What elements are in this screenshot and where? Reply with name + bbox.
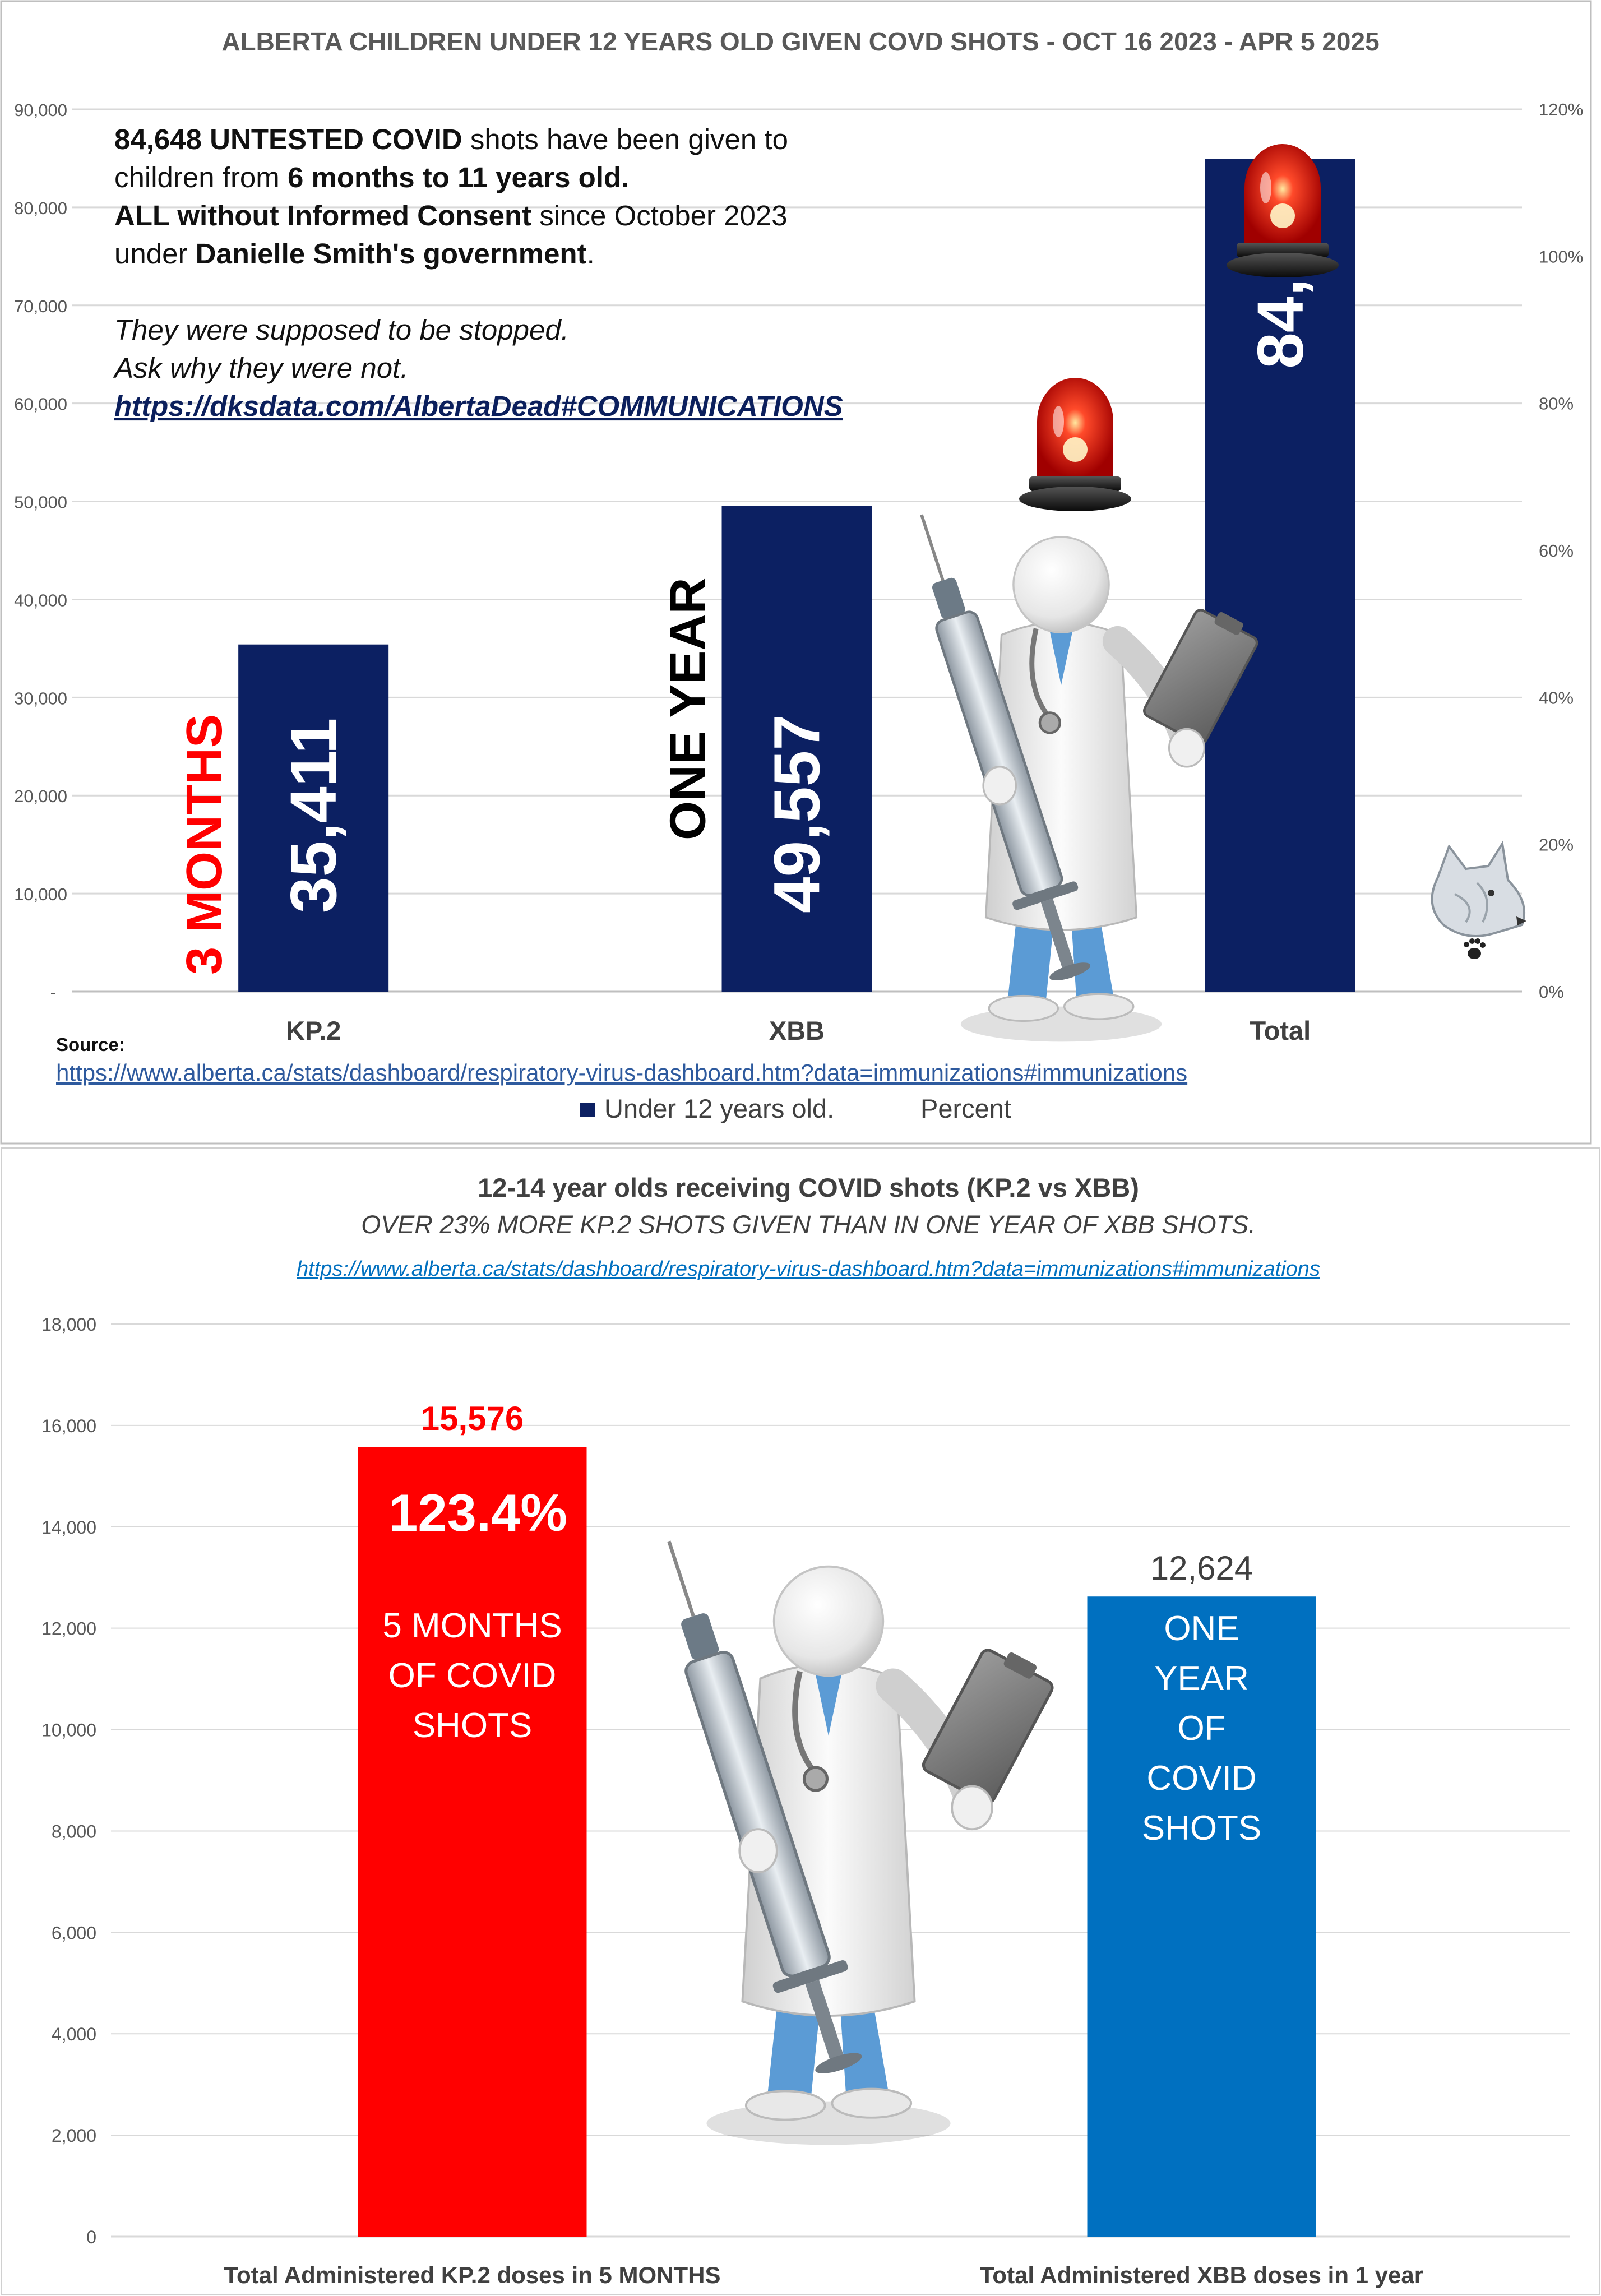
bar-value-label: 49,557 [760, 714, 834, 913]
y-tick-label: 4,000 [51, 2024, 96, 2045]
annotation-text-segment: They were supposed to be stopped. [114, 314, 569, 346]
y2-tick-label: 20% [1539, 835, 1574, 855]
y-tick-label: 10,000 [41, 1720, 96, 1740]
bar-inner-text: ONE [1164, 1609, 1239, 1649]
annotation-text-segment: 84,648 UNTESTED COVID [114, 123, 462, 155]
x-tick-label: Total [1250, 1016, 1311, 1045]
annotation-text-segment: . [586, 238, 595, 270]
bar-value-label: 15,576 [420, 1400, 524, 1438]
y2-tick-label: 0% [1539, 982, 1564, 1002]
bar-value-label: 35,411 [277, 718, 350, 913]
bar-annotation: ONE YEAR [660, 577, 716, 840]
y-tick-label: 80,000 [14, 198, 67, 218]
y-tick-label: 2,000 [51, 2126, 96, 2146]
y-tick-label: 10,000 [14, 885, 67, 905]
y-tick-label: 8,000 [51, 1821, 96, 1842]
y2-tick-label: 100% [1539, 247, 1584, 267]
bar-inner-text: COVID [1146, 1759, 1257, 1798]
bar-inner-text: OF COVID [388, 1656, 557, 1696]
y-tick-label: 70,000 [14, 296, 67, 316]
bar-inner-text: SHOTS [1141, 1809, 1262, 1848]
bar-inner-text: SHOTS [412, 1706, 533, 1746]
y-tick-label: 90,000 [14, 100, 67, 120]
y2-tick-label: 80% [1539, 394, 1574, 414]
annotation-text-segment: Ask why they were not. [114, 352, 409, 384]
annotation-text-segment: ALL without Informed Consent [114, 200, 532, 232]
bottom-chart-title: 12-14 year olds receiving COVID shots (KP.2 vs XBB) [478, 1173, 1139, 1202]
y-tick-label: 50,000 [14, 492, 67, 512]
bottom-source-link[interactable]: https://www.alberta.ca/stats/dashboard/respiratory-virus-dashboard.htm?data=immunizations#immunizations [297, 1257, 1320, 1281]
bar-annotation: 3 MONTHS [177, 714, 233, 975]
bar-inner-text: 5 MONTHS [382, 1607, 562, 1646]
annotation-text-segment: https://dksdata.com/AlbertaDead#COMMUNICATIONS [114, 390, 843, 422]
annotation-text-segment: 6 months to 11 years old. [287, 161, 630, 193]
top-legend [580, 1094, 1011, 1123]
annotation-text-segment: under [114, 238, 196, 270]
bottom-chart-subtitle: OVER 23% MORE KP.2 SHOTS GIVEN THAN IN ONE YEAR OF XBB SHOTS. [361, 1210, 1256, 1239]
y-tick-label: 18,000 [41, 1314, 96, 1335]
bottom-chart-panel [1, 1148, 1600, 2295]
y2-tick-label: 60% [1539, 541, 1574, 561]
percent-label: 123.4% [388, 1483, 567, 1543]
y-tick-label: 14,000 [41, 1517, 96, 1538]
x-tick-label: XBB [769, 1016, 825, 1045]
bar-inner-text: YEAR [1154, 1659, 1249, 1698]
y-tick-label: 6,000 [51, 1923, 96, 1943]
annotation-text-segment: children from [114, 161, 288, 193]
y-tick-label: 20,000 [14, 786, 67, 807]
y-tick-label: 0 [86, 2227, 96, 2247]
annotation-text-segment: Danielle Smith's government [195, 238, 587, 270]
legend-label-under-12: Under 12 years old. [604, 1094, 835, 1123]
x-tick-label: Total Administered XBB doses in 1 year [979, 2262, 1424, 2288]
legend-label-percent: Percent [920, 1094, 1011, 1123]
y-tick-label: 60,000 [14, 394, 67, 414]
bar-kp2 [358, 1447, 587, 2237]
y-tick-label: 12,000 [41, 1618, 96, 1639]
legend-swatch-under-12 [580, 1103, 595, 1117]
source-link[interactable]: https://www.alberta.ca/stats/dashboard/respiratory-virus-dashboard.htm?data=immunizations#immunizations [56, 1059, 1188, 1086]
annotation-text-segment: shots have been given to [462, 123, 788, 155]
y-tick-label: 30,000 [14, 688, 67, 709]
top-chart-title: ALBERTA CHILDREN UNDER 12 YEARS OLD GIVEN COVD SHOTS - OCT 16 2023 - APR 5 2025 [221, 27, 1380, 56]
y-tick-label: - [50, 983, 56, 1002]
top-chart-panel [1, 1, 1591, 1144]
y2-tick-label: 40% [1539, 688, 1574, 708]
y-tick-label: 40,000 [14, 590, 67, 610]
source-label: Source: [56, 1034, 125, 1055]
x-tick-label: KP.2 [285, 1016, 341, 1045]
annotation-text-segment: since October 2023 [531, 200, 788, 232]
y2-tick-label: 120% [1539, 100, 1584, 119]
bar-inner-text: OF [1177, 1709, 1226, 1748]
y-tick-label: 16,000 [41, 1415, 96, 1436]
bar-value-label: 12,624 [1150, 1549, 1253, 1587]
x-tick-label: Total Administered KP.2 doses in 5 MONTHS [224, 2262, 721, 2288]
